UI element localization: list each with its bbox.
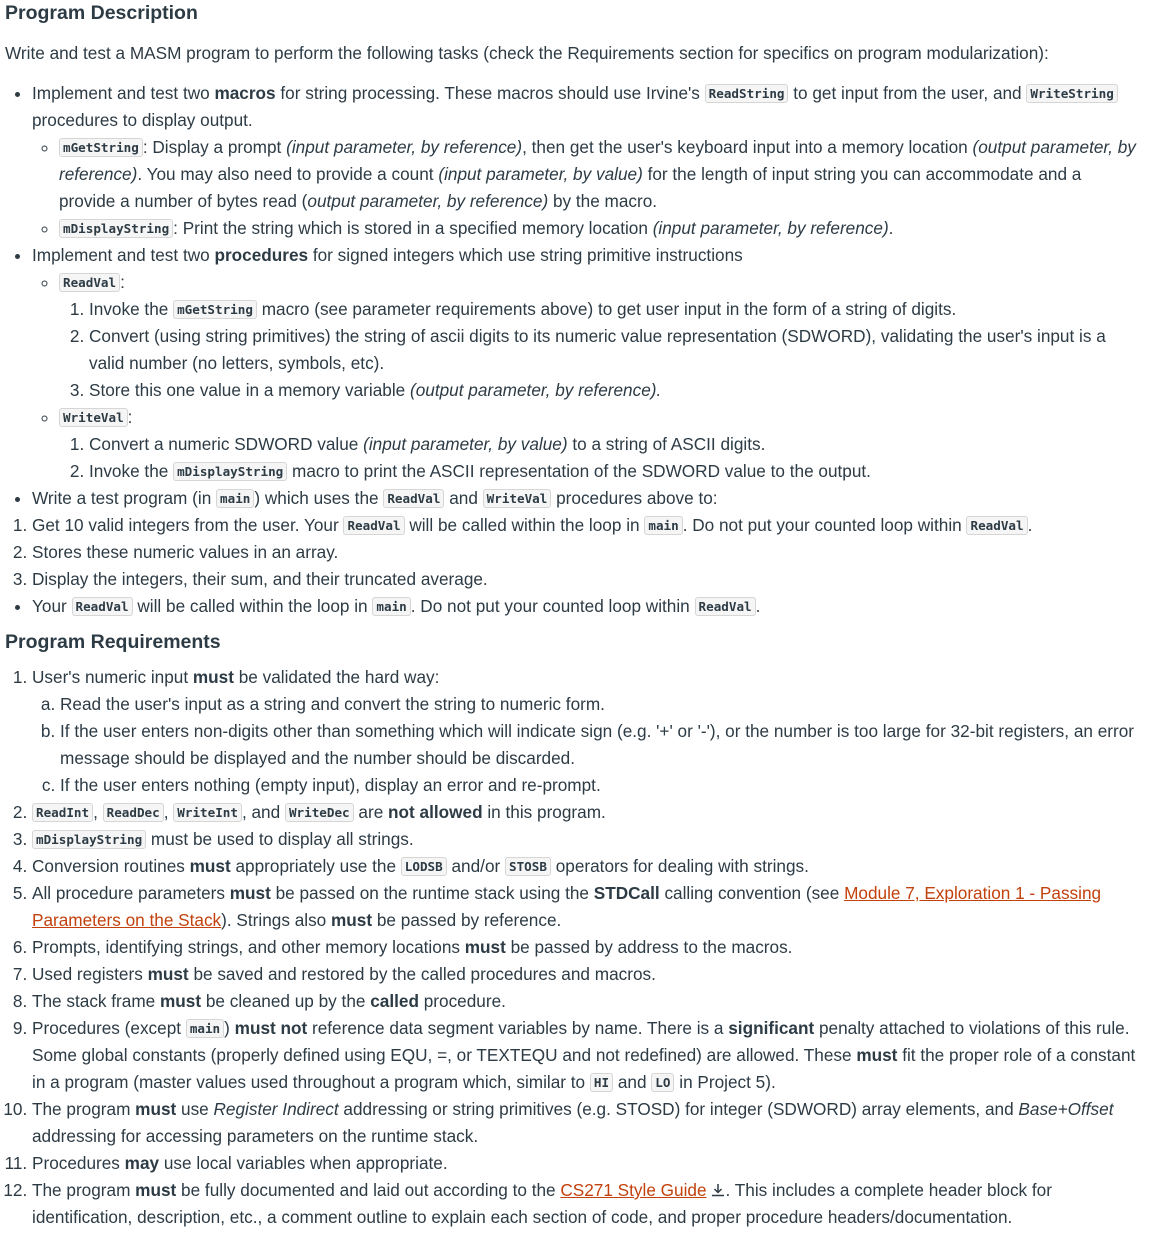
writeval-steps <box>59 431 1140 485</box>
list-item: 3. Display the integers, their sum, and their truncated average. <box>32 566 1140 593</box>
readval-steps <box>59 296 1140 404</box>
requirement-10: 10. The program must use Register Indirect addressing or string primitives (e.g. STOSD) for integer (SDWORD) array elements, and Base+Offset addressing for accessing parameters on the runtime stack. <box>32 1096 1140 1150</box>
list-item-writeval: ◦ WriteVal : 1. Convert a numeric SDWORD value (input parameter, by value) to a string of ASCII digits. 2. Invoke the mDisplayString macro to print the ASCII representation of the SDWORD value to the output. <box>59 404 1140 485</box>
requirements-list <box>5 664 1140 1231</box>
code-writeval: WriteVal <box>59 408 128 427</box>
list-item-mgetstring: ◦ mGetString : Display a prompt (input parameter, by reference), then get the user's keyboard input into a memory location (output parameter, by reference). You may also need to provide a count (input parameter, by value) for the length of input string you can accommodate and a provide a number of bytes read (output parameter, by reference) by the macro. <box>59 134 1140 215</box>
code-lodsb: LODSB <box>401 857 447 876</box>
list-item: 1. Convert a numeric SDWORD value (input parameter, by value) to a string of ASCII digits. <box>89 431 1140 458</box>
list-item-mdisplaystring: ◦ mDisplayString : Print the string which is stored in a specified memory location (input parameter, by reference). <box>59 215 1140 242</box>
code-main: main <box>372 597 410 616</box>
code-main: main <box>186 1019 224 1038</box>
list-item: 2. Convert (using string primitives) the string of ascii digits to its numeric value representation (SDWORD), validating the user's input is a valid number (no letters, symbols, etc). <box>89 323 1140 377</box>
code-readstring: ReadString <box>705 84 789 103</box>
code-readval: ReadVal <box>72 597 133 616</box>
code-mdisplaystring: mDisplayString <box>59 219 173 238</box>
code-stosb: STOSB <box>505 857 551 876</box>
requirement-8: 8. The stack frame must be cleaned up by the called procedure. <box>32 988 1140 1015</box>
list-item: 1. Get 10 valid integers from the user. Your ReadVal will be called within the loop in main . Do not put your counted loop within ReadVal . <box>32 512 1140 539</box>
requirement-1-sublist <box>32 691 1140 799</box>
code-mdisplaystring: mDisplayString <box>173 462 287 481</box>
code-writeint: WriteInt <box>173 803 242 822</box>
code-main: main <box>644 516 682 535</box>
requirement-1: 1. User's numeric input must be validated the hard way: a. Read the user's input as a string and convert the string to numeric form. b. If the user enters non-digits other than something which will indicate sign (e.g. '+' or '-'), or the number is too large for 32-bit registers, an error message should be displayed and the number should be discarded. c. If the user enters nothing (empty input), display an error and re-prompt. <box>32 664 1140 799</box>
list-item: b. If the user enters non-digits other than something which will indicate sign (e.g. '+' or '-'), or the number is too large for 32-bit registers, an error message should be displayed and the number should be discarded. <box>60 718 1140 772</box>
code-mdisplaystring: mDisplayString <box>32 830 146 849</box>
program-description-heading: Program Description <box>5 2 198 24</box>
code-hi: HI <box>590 1073 613 1092</box>
list-item-test-program: • Write a test program (in main ) which uses the ReadVal and WriteVal procedures above to: 1. Get 10 valid integers from the user. Your ReadVal will be called within the loop in main . Do not put your counted loop within ReadVal . 2. Stores these numeric values in an array. 3. Display the integers, their sum, and their truncated average. <box>32 485 1140 593</box>
code-lo: LO <box>651 1073 674 1092</box>
list-item-readval: ◦ ReadVal : 1. Invoke the mGetString macro (see parameter requirements above) to get user input in the form of a string of digits. 2. Convert (using string primitives) the string of ascii digits to its numeric value representation (SDWORD), validating the user's input is a valid number (no letters, symbols, etc). 3. Store this one value in a memory variable (output parameter, by reference). <box>59 269 1140 404</box>
requirement-11: 11. Procedures may use local variables when appropriate. <box>32 1150 1140 1177</box>
list-item: c. If the user enters nothing (empty input), display an error and re-prompt. <box>60 772 1140 799</box>
module-7-link[interactable]: Module 7, Exploration 1 - Passing Parameters on the Stack <box>32 883 1102 930</box>
code-readdec: ReadDec <box>103 803 164 822</box>
code-readint: ReadInt <box>32 803 93 822</box>
requirement-12: 12. The program must be fully documented and laid out according to the CS271 Style Guide . This includes a complete header block for identification, description, etc., a comment outline to explain each section of code, and proper procedure headers/documentation. <box>32 1177 1140 1231</box>
requirement-2: 2. ReadInt , ReadDec , WriteInt , and WriteDec are not allowed in this program. <box>32 799 1140 826</box>
code-readval: ReadVal <box>695 597 756 616</box>
code-mgetstring: mGetString <box>59 138 143 157</box>
test-program-steps <box>5 512 1140 593</box>
description-list <box>5 80 1140 620</box>
program-requirements-heading: Program Requirements <box>5 631 221 653</box>
macro-sublist <box>32 134 1140 242</box>
list-item-procedures: • Implement and test two procedures for signed integers which use string primitive instructions ◦ ReadVal : 1. Invoke the mGetString macro (see parameter requirements above) to get user input in the form of a string of digits. 2. Convert (using string primitives) the string of ascii digits to its numeric value representation (SDWORD), validating the user's input is a valid number (no letters, symbols, etc). 3. Store this one value in a memory variable (output parameter, by reference). ◦ WriteVal : 1. Convert a numeric SDWORD value (input parameter, by value) to a string of ASCII digits. 2. Invoke the mDisplayString macro to print the ASCII representation of the SDWORD value to the output. <box>32 242 1140 485</box>
list-item: 3. Store this one value in a memory variable (output parameter, by reference). <box>89 377 1140 404</box>
code-writeval: WriteVal <box>483 489 552 508</box>
code-writedec: WriteDec <box>285 803 354 822</box>
code-readval: ReadVal <box>343 516 404 535</box>
code-readval: ReadVal <box>59 273 120 292</box>
requirement-7: 7. Used registers must be saved and restored by the called procedures and macros. <box>32 961 1140 988</box>
requirement-3: 3. mDisplayString must be used to display all strings. <box>32 826 1140 853</box>
code-writestring: WriteString <box>1026 84 1117 103</box>
style-guide-link[interactable]: CS271 Style Guide <box>560 1180 707 1200</box>
requirement-6: 6. Prompts, identifying strings, and other memory locations must be passed by address to the macros. <box>32 934 1140 961</box>
code-readval: ReadVal <box>966 516 1027 535</box>
intro-paragraph: Write and test a MASM program to perform the following tasks (check the Requirements section for specifics on program modularization): <box>5 43 1049 63</box>
requirement-9: 9. Procedures (except main ) must not reference data segment variables by name. There is a significant penalty attached to violations of this rule. Some global constants (properly defined using EQU, =, or TEXTEQU and not redefined) are allowed. These must fit the proper role of a constant in a program (master values used throughout a program which, similar to HI and LO in Project 5). <box>32 1015 1140 1096</box>
list-item: 2. Stores these numeric values in an array. <box>32 539 1140 566</box>
procedure-sublist <box>32 269 1140 485</box>
requirement-4: 4. Conversion routines must appropriately use the LODSB and/or STOSB operators for dealing with strings. <box>32 853 1140 880</box>
code-main: main <box>216 489 254 508</box>
list-item: 1. Invoke the mGetString macro (see parameter requirements above) to get user input in the form of a string of digits. <box>89 296 1140 323</box>
download-icon[interactable] <box>710 1183 726 1197</box>
list-item: a. Read the user's input as a string and convert the string to numeric form. <box>60 691 1140 718</box>
requirement-5: 5. All procedure parameters must be passed on the runtime stack using the STDCall calling convention (see Module 7, Exploration 1 - Passing Parameters on the Stack). Strings also must be passed by reference. <box>32 880 1140 934</box>
code-mgetstring: mGetString <box>173 300 257 319</box>
list-item-macros: • Implement and test two macros for string processing. These macros should use Irvine's ReadString to get input from the user, and WriteString procedures to display output. ◦ mGetString : Display a prompt (input parameter, by reference), then get the user's keyboard input into a memory location (output parameter, by reference). You may also need to provide a count (input parameter, by value) for the length of input string you can accommodate and a provide a number of bytes read (output parameter, by reference) by the macro. ◦ mDisplayString : Print the string which is stored in a specified memory location (input parameter, by reference). <box>32 80 1140 242</box>
list-item: 2. Invoke the mDisplayString macro to print the ASCII representation of the SDWORD value to the output. <box>89 458 1140 485</box>
code-readval: ReadVal <box>383 489 444 508</box>
list-item-readval-note: • Your ReadVal will be called within the loop in main . Do not put your counted loop within ReadVal . <box>32 593 1140 620</box>
